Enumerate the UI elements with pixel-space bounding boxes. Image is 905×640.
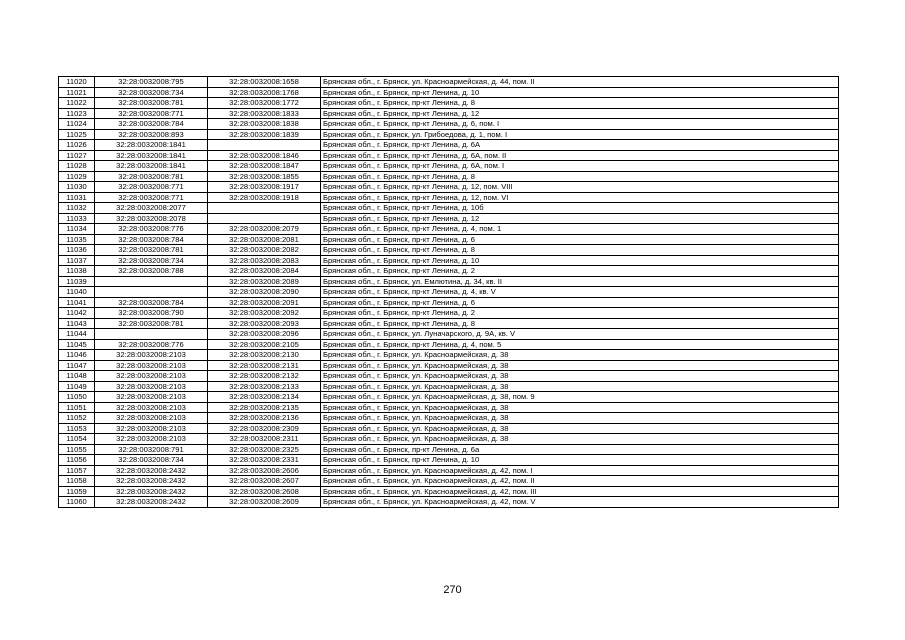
row-number-cell: 11021 bbox=[59, 87, 95, 98]
new-cadastral-number-cell: 32:28:0032008:2331 bbox=[208, 455, 321, 466]
row-number-cell: 11052 bbox=[59, 413, 95, 424]
table-row bbox=[59, 318, 839, 329]
row-number-cell: 11024 bbox=[59, 119, 95, 130]
address-cell: Брянская обл., г. Брянск, пр-кт Ленина, д. 6 bbox=[321, 234, 839, 245]
source-cadastral-number-cell: 32:28:0032008:734 bbox=[95, 87, 208, 98]
address-cell: Брянская обл., г. Брянск, ул. Красноармейская, д. 38 bbox=[321, 423, 839, 434]
source-cadastral-number-cell: 32:28:0032008:771 bbox=[95, 182, 208, 193]
table-row bbox=[59, 161, 839, 172]
address-cell: Брянская обл., г. Брянск, ул. Красноармейская, д. 38, пом. 9 bbox=[321, 392, 839, 403]
source-cadastral-number-cell: 32:28:0032008:2432 bbox=[95, 476, 208, 487]
new-cadastral-number-cell: 32:28:0032008:1768 bbox=[208, 87, 321, 98]
source-cadastral-number-cell: 32:28:0032008:776 bbox=[95, 224, 208, 235]
source-cadastral-number-cell: 32:28:0032008:2432 bbox=[95, 465, 208, 476]
table-row bbox=[59, 150, 839, 161]
new-cadastral-number-cell: 32:28:0032008:2084 bbox=[208, 266, 321, 277]
table-row bbox=[59, 245, 839, 256]
table-row bbox=[59, 129, 839, 140]
source-cadastral-number-cell: 32:28:0032008:784 bbox=[95, 119, 208, 130]
new-cadastral-number-cell: 32:28:0032008:1833 bbox=[208, 108, 321, 119]
new-cadastral-number-cell bbox=[208, 213, 321, 224]
row-number-cell: 11057 bbox=[59, 465, 95, 476]
address-cell: Брянская обл., г. Брянск, пр-кт Ленина, д. 6а bbox=[321, 444, 839, 455]
source-cadastral-number-cell: 32:28:0032008:734 bbox=[95, 455, 208, 466]
source-cadastral-number-cell: 32:28:0032008:788 bbox=[95, 266, 208, 277]
source-cadastral-number-cell: 32:28:0032008:2103 bbox=[95, 402, 208, 413]
address-cell: Брянская обл., г. Брянск, ул. Красноармейская, д. 44, пом. II bbox=[321, 77, 839, 88]
new-cadastral-number-cell bbox=[208, 203, 321, 214]
new-cadastral-number-cell: 32:28:0032008:2089 bbox=[208, 276, 321, 287]
new-cadastral-number-cell: 32:28:0032008:2081 bbox=[208, 234, 321, 245]
new-cadastral-number-cell bbox=[208, 140, 321, 151]
new-cadastral-number-cell: 32:28:0032008:2130 bbox=[208, 350, 321, 361]
row-number-cell: 11022 bbox=[59, 98, 95, 109]
new-cadastral-number-cell: 32:28:0032008:2606 bbox=[208, 465, 321, 476]
address-cell: Брянская обл., г. Брянск, пр-кт Ленина, д. 8 bbox=[321, 171, 839, 182]
row-number-cell: 11051 bbox=[59, 402, 95, 413]
table-row bbox=[59, 77, 839, 88]
row-number-cell: 11028 bbox=[59, 161, 95, 172]
row-number-cell: 11033 bbox=[59, 213, 95, 224]
address-cell: Брянская обл., г. Брянск, пр-кт Ленина, д. 2 bbox=[321, 266, 839, 277]
address-cell: Брянская обл., г. Брянск, ул. Емлютина, д. 34, кв. II bbox=[321, 276, 839, 287]
new-cadastral-number-cell: 32:28:0032008:2091 bbox=[208, 297, 321, 308]
address-cell: Брянская обл., г. Брянск, пр-кт Ленина, д. 12, пом. VIII bbox=[321, 182, 839, 193]
table-row bbox=[59, 339, 839, 350]
row-number-cell: 11034 bbox=[59, 224, 95, 235]
address-cell: Брянская обл., г. Брянск, пр-кт Ленина, д. 4, кв. V bbox=[321, 287, 839, 298]
row-number-cell: 11038 bbox=[59, 266, 95, 277]
source-cadastral-number-cell: 32:28:0032008:2103 bbox=[95, 350, 208, 361]
address-cell: Брянская обл., г. Брянск, ул. Красноармейская, д. 38 bbox=[321, 350, 839, 361]
row-number-cell: 11025 bbox=[59, 129, 95, 140]
address-cell: Брянская обл., г. Брянск, ул. Красноармейская, д. 42, пом. I bbox=[321, 465, 839, 476]
row-number-cell: 11037 bbox=[59, 255, 95, 266]
source-cadastral-number-cell: 32:28:0032008:734 bbox=[95, 255, 208, 266]
table-row bbox=[59, 297, 839, 308]
source-cadastral-number-cell: 32:28:0032008:1841 bbox=[95, 140, 208, 151]
table-row bbox=[59, 402, 839, 413]
source-cadastral-number-cell: 32:28:0032008:2103 bbox=[95, 434, 208, 445]
new-cadastral-number-cell: 32:28:0032008:1917 bbox=[208, 182, 321, 193]
new-cadastral-number-cell: 32:28:0032008:2134 bbox=[208, 392, 321, 403]
row-number-cell: 11046 bbox=[59, 350, 95, 361]
source-cadastral-number-cell: 32:28:0032008:795 bbox=[95, 77, 208, 88]
new-cadastral-number-cell: 32:28:0032008:2607 bbox=[208, 476, 321, 487]
address-cell: Брянская обл., г. Брянск, ул. Красноармейская, д. 42, пом. III bbox=[321, 486, 839, 497]
address-cell: Брянская обл., г. Брянск, пр-кт Ленина, д. 4, пом. 1 bbox=[321, 224, 839, 235]
source-cadastral-number-cell: 32:28:0032008:2103 bbox=[95, 423, 208, 434]
table-row bbox=[59, 476, 839, 487]
address-cell: Брянская обл., г. Брянск, пр-кт Ленина, д. 10 bbox=[321, 87, 839, 98]
source-cadastral-number-cell: 32:28:0032008:2432 bbox=[95, 486, 208, 497]
new-cadastral-number-cell: 32:28:0032008:2131 bbox=[208, 360, 321, 371]
address-cell: Брянская обл., г. Брянск, пр-кт Ленина, д. 6А, пом. II bbox=[321, 150, 839, 161]
address-cell: Брянская обл., г. Брянск, пр-кт Ленина, д. 10б bbox=[321, 203, 839, 214]
source-cadastral-number-cell: 32:28:0032008:781 bbox=[95, 245, 208, 256]
address-cell: Брянская обл., г. Брянск, ул. Грибоедова, д. 1, пом. I bbox=[321, 129, 839, 140]
address-cell: Брянская обл., г. Брянск, ул. Красноармейская, д. 38 bbox=[321, 434, 839, 445]
table-row bbox=[59, 486, 839, 497]
row-number-cell: 11035 bbox=[59, 234, 95, 245]
row-number-cell: 11040 bbox=[59, 287, 95, 298]
table-row bbox=[59, 203, 839, 214]
table-row bbox=[59, 213, 839, 224]
table-row bbox=[59, 360, 839, 371]
row-number-cell: 11042 bbox=[59, 308, 95, 319]
source-cadastral-number-cell: 32:28:0032008:2103 bbox=[95, 413, 208, 424]
address-cell: Брянская обл., г. Брянск, ул. Красноармейская, д. 38 bbox=[321, 402, 839, 413]
row-number-cell: 11036 bbox=[59, 245, 95, 256]
address-cell: Брянская обл., г. Брянск, пр-кт Ленина, д. 6А bbox=[321, 140, 839, 151]
new-cadastral-number-cell: 32:28:0032008:2325 bbox=[208, 444, 321, 455]
row-number-cell: 11026 bbox=[59, 140, 95, 151]
source-cadastral-number-cell: 32:28:0032008:2103 bbox=[95, 371, 208, 382]
new-cadastral-number-cell: 32:28:0032008:2090 bbox=[208, 287, 321, 298]
address-cell: Брянская обл., г. Брянск, пр-кт Ленина, д. 6, пом. I bbox=[321, 119, 839, 130]
new-cadastral-number-cell: 32:28:0032008:1772 bbox=[208, 98, 321, 109]
table-row bbox=[59, 119, 839, 130]
row-number-cell: 11049 bbox=[59, 381, 95, 392]
address-cell: Брянская обл., г. Брянск, пр-кт Ленина, д. 8 bbox=[321, 98, 839, 109]
row-number-cell: 11043 bbox=[59, 318, 95, 329]
table-row bbox=[59, 371, 839, 382]
row-number-cell: 11056 bbox=[59, 455, 95, 466]
row-number-cell: 11054 bbox=[59, 434, 95, 445]
row-number-cell: 11048 bbox=[59, 371, 95, 382]
row-number-cell: 11029 bbox=[59, 171, 95, 182]
row-number-cell: 11050 bbox=[59, 392, 95, 403]
table-row bbox=[59, 140, 839, 151]
address-cell: Брянская обл., г. Брянск, ул. Красноармейская, д. 38 bbox=[321, 413, 839, 424]
source-cadastral-number-cell: 32:28:0032008:776 bbox=[95, 339, 208, 350]
row-number-cell: 11060 bbox=[59, 497, 95, 508]
new-cadastral-number-cell: 32:28:0032008:2136 bbox=[208, 413, 321, 424]
table-row bbox=[59, 455, 839, 466]
new-cadastral-number-cell: 32:28:0032008:1918 bbox=[208, 192, 321, 203]
table-row bbox=[59, 392, 839, 403]
source-cadastral-number-cell: 32:28:0032008:790 bbox=[95, 308, 208, 319]
table-row bbox=[59, 266, 839, 277]
source-cadastral-number-cell: 32:28:0032008:2103 bbox=[95, 381, 208, 392]
address-cell: Брянская обл., г. Брянск, пр-кт Ленина, д. 2 bbox=[321, 308, 839, 319]
address-cell: Брянская обл., г. Брянск, ул. Красноармейская, д. 42, пом. V bbox=[321, 497, 839, 508]
table-row bbox=[59, 465, 839, 476]
table-row bbox=[59, 182, 839, 193]
row-number-cell: 11045 bbox=[59, 339, 95, 350]
registry-table bbox=[58, 76, 839, 508]
source-cadastral-number-cell: 32:28:0032008:893 bbox=[95, 129, 208, 140]
source-cadastral-number-cell: 32:28:0032008:781 bbox=[95, 171, 208, 182]
table-row bbox=[59, 234, 839, 245]
source-cadastral-number-cell: 32:28:0032008:1841 bbox=[95, 161, 208, 172]
table-row bbox=[59, 287, 839, 298]
row-number-cell: 11044 bbox=[59, 329, 95, 340]
new-cadastral-number-cell: 32:28:0032008:2309 bbox=[208, 423, 321, 434]
new-cadastral-number-cell: 32:28:0032008:2105 bbox=[208, 339, 321, 350]
new-cadastral-number-cell: 32:28:0032008:1658 bbox=[208, 77, 321, 88]
new-cadastral-number-cell: 32:28:0032008:1847 bbox=[208, 161, 321, 172]
address-cell: Брянская обл., г. Брянск, пр-кт Ленина, д. 6А, пом. I bbox=[321, 161, 839, 172]
address-cell: Брянская обл., г. Брянск, пр-кт Ленина, д. 8 bbox=[321, 318, 839, 329]
table-row bbox=[59, 350, 839, 361]
table-row bbox=[59, 329, 839, 340]
table-row bbox=[59, 276, 839, 287]
new-cadastral-number-cell: 32:28:0032008:1846 bbox=[208, 150, 321, 161]
new-cadastral-number-cell: 32:28:0032008:1855 bbox=[208, 171, 321, 182]
source-cadastral-number-cell: 32:28:0032008:2103 bbox=[95, 360, 208, 371]
address-cell: Брянская обл., г. Брянск, ул. Красноармейская, д. 38 bbox=[321, 360, 839, 371]
source-cadastral-number-cell bbox=[95, 287, 208, 298]
new-cadastral-number-cell: 32:28:0032008:2079 bbox=[208, 224, 321, 235]
table-row bbox=[59, 255, 839, 266]
row-number-cell: 11058 bbox=[59, 476, 95, 487]
row-number-cell: 11055 bbox=[59, 444, 95, 455]
row-number-cell: 11023 bbox=[59, 108, 95, 119]
address-cell: Брянская обл., г. Брянск, пр-кт Ленина, д. 12 bbox=[321, 213, 839, 224]
table-row bbox=[59, 423, 839, 434]
address-cell: Брянская обл., г. Брянск, пр-кт Ленина, д. 10 bbox=[321, 455, 839, 466]
new-cadastral-number-cell: 32:28:0032008:1839 bbox=[208, 129, 321, 140]
source-cadastral-number-cell: 32:28:0032008:2078 bbox=[95, 213, 208, 224]
table-row bbox=[59, 434, 839, 445]
row-number-cell: 11020 bbox=[59, 77, 95, 88]
source-cadastral-number-cell: 32:28:0032008:2432 bbox=[95, 497, 208, 508]
new-cadastral-number-cell: 32:28:0032008:2311 bbox=[208, 434, 321, 445]
source-cadastral-number-cell bbox=[95, 329, 208, 340]
source-cadastral-number-cell: 32:28:0032008:771 bbox=[95, 108, 208, 119]
source-cadastral-number-cell: 32:28:0032008:2103 bbox=[95, 392, 208, 403]
row-number-cell: 11030 bbox=[59, 182, 95, 193]
new-cadastral-number-cell: 32:28:0032008:2135 bbox=[208, 402, 321, 413]
source-cadastral-number-cell: 32:28:0032008:1841 bbox=[95, 150, 208, 161]
table-row bbox=[59, 224, 839, 235]
address-cell: Брянская обл., г. Брянск, пр-кт Ленина, д. 8 bbox=[321, 245, 839, 256]
table-row bbox=[59, 192, 839, 203]
page-number: 270 bbox=[443, 584, 462, 596]
address-cell: Брянская обл., г. Брянск, пр-кт Ленина, д. 6 bbox=[321, 297, 839, 308]
row-number-cell: 11031 bbox=[59, 192, 95, 203]
source-cadastral-number-cell: 32:28:0032008:2077 bbox=[95, 203, 208, 214]
source-cadastral-number-cell: 32:28:0032008:784 bbox=[95, 234, 208, 245]
source-cadastral-number-cell: 32:28:0032008:781 bbox=[95, 318, 208, 329]
table-row bbox=[59, 108, 839, 119]
row-number-cell: 11039 bbox=[59, 276, 95, 287]
new-cadastral-number-cell: 32:28:0032008:2133 bbox=[208, 381, 321, 392]
address-cell: Брянская обл., г. Брянск, пр-кт Ленина, д. 12 bbox=[321, 108, 839, 119]
new-cadastral-number-cell: 32:28:0032008:2092 bbox=[208, 308, 321, 319]
address-cell: Брянская обл., г. Брянск, ул. Красноармейская, д. 38 bbox=[321, 371, 839, 382]
new-cadastral-number-cell: 32:28:0032008:2132 bbox=[208, 371, 321, 382]
new-cadastral-number-cell: 32:28:0032008:2083 bbox=[208, 255, 321, 266]
row-number-cell: 11027 bbox=[59, 150, 95, 161]
table-row bbox=[59, 308, 839, 319]
table-row bbox=[59, 171, 839, 182]
row-number-cell: 11053 bbox=[59, 423, 95, 434]
table-row bbox=[59, 98, 839, 109]
source-cadastral-number-cell: 32:28:0032008:791 bbox=[95, 444, 208, 455]
new-cadastral-number-cell: 32:28:0032008:2093 bbox=[208, 318, 321, 329]
address-cell: Брянская обл., г. Брянск, ул. Красноармейская, д. 38 bbox=[321, 381, 839, 392]
new-cadastral-number-cell: 32:28:0032008:1838 bbox=[208, 119, 321, 130]
new-cadastral-number-cell: 32:28:0032008:2082 bbox=[208, 245, 321, 256]
new-cadastral-number-cell: 32:28:0032008:2608 bbox=[208, 486, 321, 497]
table-row bbox=[59, 413, 839, 424]
address-cell: Брянская обл., г. Брянск, ул. Красноармейская, д. 42, пом. II bbox=[321, 476, 839, 487]
new-cadastral-number-cell: 32:28:0032008:2096 bbox=[208, 329, 321, 340]
row-number-cell: 11059 bbox=[59, 486, 95, 497]
source-cadastral-number-cell: 32:28:0032008:771 bbox=[95, 192, 208, 203]
table-row bbox=[59, 381, 839, 392]
address-cell: Брянская обл., г. Брянск, пр-кт Ленина, д. 12, пом. VI bbox=[321, 192, 839, 203]
address-cell: Брянская обл., г. Брянск, пр-кт Ленина, д. 10 bbox=[321, 255, 839, 266]
row-number-cell: 11041 bbox=[59, 297, 95, 308]
new-cadastral-number-cell: 32:28:0032008:2609 bbox=[208, 497, 321, 508]
address-cell: Брянская обл., г. Брянск, ул. Луначарского, д. 9А, кв. V bbox=[321, 329, 839, 340]
source-cadastral-number-cell: 32:28:0032008:784 bbox=[95, 297, 208, 308]
table-row bbox=[59, 87, 839, 98]
source-cadastral-number-cell bbox=[95, 276, 208, 287]
row-number-cell: 11047 bbox=[59, 360, 95, 371]
table-row bbox=[59, 497, 839, 508]
row-number-cell: 11032 bbox=[59, 203, 95, 214]
source-cadastral-number-cell: 32:28:0032008:781 bbox=[95, 98, 208, 109]
address-cell: Брянская обл., г. Брянск, пр-кт Ленина, д. 4, пом. 5 bbox=[321, 339, 839, 350]
table-row bbox=[59, 444, 839, 455]
registry-table-body bbox=[59, 77, 839, 508]
